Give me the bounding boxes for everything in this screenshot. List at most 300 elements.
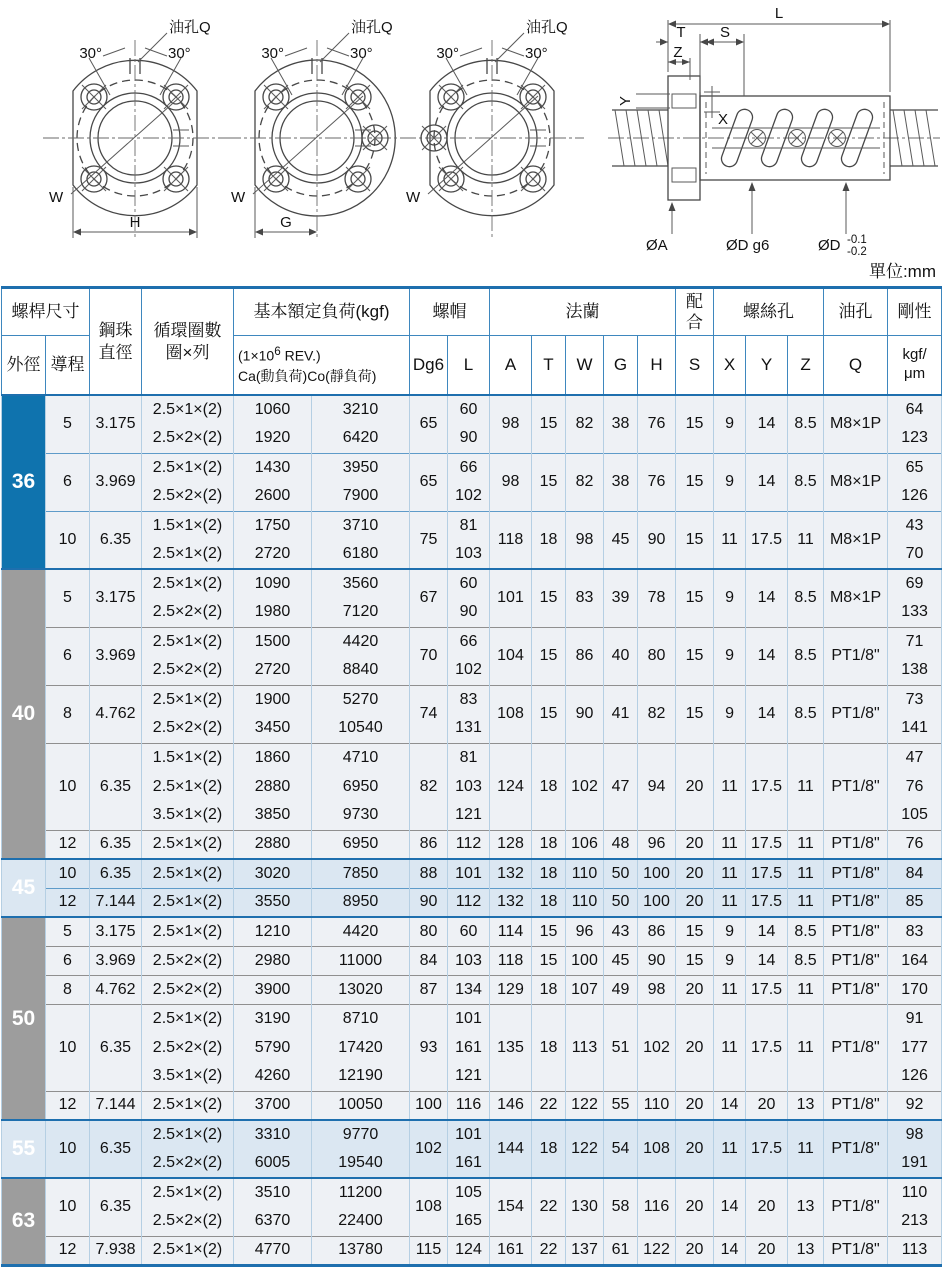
dynamic-load-cell: 4770 <box>234 1236 312 1265</box>
static-load-cell: 9770 <box>312 1120 410 1149</box>
header-t: T <box>532 336 566 396</box>
lead-cell: 10 <box>46 1004 90 1091</box>
dynamic-load-cell: 1980 <box>234 598 312 627</box>
header-screw-size: 螺桿尺寸 <box>2 288 90 336</box>
oil-hole-q-cell: PT1/8" <box>824 859 888 888</box>
fit-s-cell: 20 <box>676 975 714 1004</box>
oil-hole-q-cell: M8×1P <box>824 453 888 511</box>
static-load-cell: 4710 <box>312 743 410 772</box>
nut-length-cell: 81 <box>448 511 490 540</box>
rigidity-cell: 76 <box>888 772 942 801</box>
circuits-cell: 2.5×2×(2) <box>142 424 234 453</box>
oil-hole-q-cell: PT1/8" <box>824 975 888 1004</box>
flange-t-cell: 15 <box>532 917 566 946</box>
flange-g-cell: 51 <box>604 1004 638 1091</box>
flange-t-cell: 18 <box>532 859 566 888</box>
outer-diameter-cell: 45 <box>2 859 46 917</box>
fit-s-cell: 15 <box>676 685 714 743</box>
ball-diameter-cell: 3.175 <box>90 917 142 946</box>
header-z: Z <box>788 336 824 396</box>
hole-y-cell: 14 <box>746 627 788 685</box>
rigidity-cell: 98 <box>888 1120 942 1149</box>
spec-row <box>2 569 942 598</box>
hole-z-cell: 11 <box>788 859 824 888</box>
flange-g-cell: 54 <box>604 1120 638 1178</box>
dynamic-load-cell: 3190 <box>234 1004 312 1033</box>
rigidity-cell: 43 <box>888 511 942 540</box>
hole-z-cell: 11 <box>788 1004 824 1091</box>
dynamic-load-cell: 3700 <box>234 1091 312 1120</box>
w-label: W <box>406 189 421 206</box>
unit-label: 單位:mm <box>868 262 936 281</box>
flange-g-cell: 43 <box>604 917 638 946</box>
flange-t-cell: 18 <box>532 743 566 830</box>
flange-t-cell: 18 <box>532 1004 566 1091</box>
rigidity-cell: 85 <box>888 888 942 917</box>
spec-row <box>2 888 942 917</box>
fit-s-cell: 20 <box>676 1091 714 1120</box>
hole-y-cell: 17.5 <box>746 859 788 888</box>
oil-hole-leader <box>320 33 349 62</box>
nut-length-cell: 131 <box>448 714 490 743</box>
spec-row <box>2 917 942 946</box>
rigidity-cell: 170 <box>888 975 942 1004</box>
flange-w-cell: 106 <box>566 830 604 859</box>
flange-t-cell: 15 <box>532 453 566 511</box>
hole-x-cell: 9 <box>714 685 746 743</box>
spec-row <box>2 627 942 656</box>
dia-d-label: ØD <box>818 237 841 254</box>
header-rigidity-unit <box>888 336 942 396</box>
flange-w-cell: 130 <box>566 1178 604 1236</box>
oil-hole-q-cell: PT1/8" <box>824 830 888 859</box>
flange-g-cell: 50 <box>604 888 638 917</box>
dim-x-label: X <box>718 111 729 128</box>
dim-y-label: Y <box>617 95 634 106</box>
flange-a-cell: 104 <box>490 627 532 685</box>
nut-length-cell: 103 <box>448 772 490 801</box>
w-label: W <box>49 189 64 206</box>
oil-hole-q-cell: PT1/8" <box>824 1178 888 1236</box>
flange-t-cell: 18 <box>532 511 566 569</box>
flange-w-cell: 110 <box>566 888 604 917</box>
nut-length-cell: 121 <box>448 801 490 830</box>
header-circuits-line2: 圈×列 <box>165 342 210 362</box>
dynamic-load-cell: 1750 <box>234 511 312 540</box>
static-load-cell: 3560 <box>312 569 410 598</box>
hole-x-cell: 14 <box>714 1091 746 1120</box>
oil-hole-q-cell: PT1/8" <box>824 1236 888 1265</box>
dim-label: G <box>280 214 292 231</box>
flange-t-cell: 22 <box>532 1178 566 1236</box>
spec-row <box>2 830 942 859</box>
flange-g-cell: 55 <box>604 1091 638 1120</box>
dynamic-load-cell: 6005 <box>234 1149 312 1178</box>
drawings-svg <box>0 0 942 260</box>
dg6-cell: 88 <box>410 859 448 888</box>
static-load-cell: 3710 <box>312 511 410 540</box>
flange-h-cell: 122 <box>638 1236 676 1265</box>
flange-a-cell: 118 <box>490 946 532 975</box>
hole-y-cell: 14 <box>746 453 788 511</box>
rigidity-cell: 65 <box>888 453 942 482</box>
header-dg6: Dg6 <box>410 336 448 396</box>
flange-g-cell: 39 <box>604 569 638 627</box>
angle-right-label: 30° <box>350 45 373 62</box>
circuits-cell: 2.5×2×(2) <box>142 1207 234 1236</box>
circuits-cell: 2.5×2×(2) <box>142 975 234 1004</box>
hole-y-cell: 14 <box>746 946 788 975</box>
flange-g-cell: 48 <box>604 830 638 859</box>
flange-a-cell: 98 <box>490 453 532 511</box>
nut-length-cell: 121 <box>448 1062 490 1091</box>
flange-h-cell: 98 <box>638 975 676 1004</box>
dg6-cell: 67 <box>410 569 448 627</box>
hole-x-cell: 11 <box>714 888 746 917</box>
oil-hole-q-cell: M8×1P <box>824 395 888 453</box>
hole-z-cell: 8.5 <box>788 917 824 946</box>
rigidity-cell: 84 <box>888 859 942 888</box>
flange-front-view-3 <box>400 18 584 238</box>
hole-x-cell: 11 <box>714 859 746 888</box>
w-leader <box>71 96 181 194</box>
hole-x-cell: 11 <box>714 511 746 569</box>
dg6-cell: 74 <box>410 685 448 743</box>
static-load-cell: 22400 <box>312 1207 410 1236</box>
header-basic-load: 基本額定負荷(kgf) <box>234 288 410 336</box>
hole-z-cell: 11 <box>788 888 824 917</box>
circuits-cell: 2.5×2×(2) <box>142 1033 234 1062</box>
flange-a-cell: 128 <box>490 830 532 859</box>
nut-length-cell: 165 <box>448 1207 490 1236</box>
dynamic-load-cell: 1090 <box>234 569 312 598</box>
nut-length-cell: 60 <box>448 917 490 946</box>
dg6-cell: 93 <box>410 1004 448 1091</box>
flange-a-cell: 161 <box>490 1236 532 1265</box>
dg6-cell: 75 <box>410 511 448 569</box>
static-load-cell: 13020 <box>312 975 410 1004</box>
rigidity-cell: 141 <box>888 714 942 743</box>
dim-label: H <box>129 214 141 231</box>
ball-diameter-cell: 4.762 <box>90 685 142 743</box>
static-load-cell: 10050 <box>312 1091 410 1120</box>
static-load-cell: 6950 <box>312 772 410 801</box>
oil-hole-leader <box>495 33 524 62</box>
nut-length-cell: 101 <box>448 859 490 888</box>
flange-g-cell: 38 <box>604 395 638 453</box>
circuits-cell: 3.5×1×(2) <box>142 1062 234 1091</box>
static-load-cell: 11200 <box>312 1178 410 1207</box>
fit-s-cell: 20 <box>676 1004 714 1091</box>
fit-s-cell: 15 <box>676 946 714 975</box>
static-load-cell: 8840 <box>312 656 410 685</box>
oil-hole-q-cell: PT1/8" <box>824 685 888 743</box>
hole-y-cell: 17.5 <box>746 743 788 830</box>
flange-h-cell: 100 <box>638 888 676 917</box>
lead-cell: 10 <box>46 859 90 888</box>
hole-z-cell: 8.5 <box>788 569 824 627</box>
circuits-cell: 2.5×1×(2) <box>142 830 234 859</box>
fit-s-cell: 15 <box>676 569 714 627</box>
static-load-cell: 3950 <box>312 453 410 482</box>
fit-s-cell: 20 <box>676 1120 714 1178</box>
dynamic-load-cell: 1430 <box>234 453 312 482</box>
dynamic-load-cell: 3310 <box>234 1120 312 1149</box>
flange-w-cell: 82 <box>566 395 604 453</box>
nut-length-cell: 60 <box>448 569 490 598</box>
ball-diameter-cell: 4.762 <box>90 975 142 1004</box>
flange-t-cell: 15 <box>532 946 566 975</box>
ball-diameter-cell: 6.35 <box>90 859 142 888</box>
hole-y-cell: 20 <box>746 1178 788 1236</box>
dg6-cell: 102 <box>410 1120 448 1178</box>
flange-a-cell: 129 <box>490 975 532 1004</box>
flange-g-cell: 50 <box>604 859 638 888</box>
rigidity-cell: 213 <box>888 1207 942 1236</box>
nut-length-cell: 81 <box>448 743 490 772</box>
header-fit-line1: 配 <box>686 291 704 311</box>
circuits-cell: 2.5×2×(2) <box>142 1149 234 1178</box>
hole-y-cell: 17.5 <box>746 1004 788 1091</box>
static-load-cell: 9730 <box>312 801 410 830</box>
nut-length-cell: 161 <box>448 1149 490 1178</box>
ball-diameter-cell: 6.35 <box>90 1178 142 1236</box>
flange-h-cell: 108 <box>638 1120 676 1178</box>
static-load-cell: 7850 <box>312 859 410 888</box>
angle-right-label: 30° <box>525 45 548 62</box>
flange-t-cell: 22 <box>532 1091 566 1120</box>
flange-a-cell: 101 <box>490 569 532 627</box>
dg6-cell: 86 <box>410 830 448 859</box>
flange-t-cell: 15 <box>532 627 566 685</box>
hole-x-cell: 11 <box>714 975 746 1004</box>
spec-row <box>2 685 942 714</box>
header-g: G <box>604 336 638 396</box>
rigidity-cell: 164 <box>888 946 942 975</box>
flange-w-cell: 98 <box>566 511 604 569</box>
technical-drawings <box>0 0 942 260</box>
fit-s-cell: 20 <box>676 830 714 859</box>
angle-left-label: 30° <box>79 45 102 62</box>
header-fit-line2: 合 <box>686 313 704 332</box>
static-load-cell: 6950 <box>312 830 410 859</box>
nut-length-cell: 103 <box>448 946 490 975</box>
fit-s-cell: 15 <box>676 917 714 946</box>
header-ball-dia-line1: 鋼珠 <box>98 321 133 341</box>
nut-length-cell: 60 <box>448 395 490 424</box>
ball-diameter-cell: 7.938 <box>90 1236 142 1265</box>
lead-cell: 10 <box>46 511 90 569</box>
hole-y-cell: 20 <box>746 1091 788 1120</box>
circuits-cell: 3.5×1×(2) <box>142 801 234 830</box>
oil-hole-label: 油孔Q <box>526 19 568 36</box>
fit-s-cell: 15 <box>676 511 714 569</box>
w-leader <box>253 96 363 194</box>
dg6-cell: 84 <box>410 946 448 975</box>
lead-cell: 12 <box>46 1236 90 1265</box>
circuits-cell: 2.5×1×(2) <box>142 395 234 424</box>
circuits-cell: 2.5×1×(2) <box>142 1236 234 1265</box>
flange-w-cell: 100 <box>566 946 604 975</box>
flange-w-cell: 90 <box>566 685 604 743</box>
lead-cell: 5 <box>46 569 90 627</box>
static-load-cell: 3210 <box>312 395 410 424</box>
dynamic-load-cell: 1900 <box>234 685 312 714</box>
dynamic-load-cell: 2880 <box>234 830 312 859</box>
rigidity-cell: 105 <box>888 801 942 830</box>
tolerance-lower-label: -0.2 <box>847 246 867 258</box>
flange-a-cell: 135 <box>490 1004 532 1091</box>
ball-diameter-cell: 3.175 <box>90 569 142 627</box>
dynamic-load-cell: 4260 <box>234 1062 312 1091</box>
static-load-cell: 11000 <box>312 946 410 975</box>
hole-x-cell: 9 <box>714 917 746 946</box>
tolerance-upper-label: -0.1 <box>847 234 867 246</box>
rigidity-cell: 123 <box>888 424 942 453</box>
rigidity-cell: 113 <box>888 1236 942 1265</box>
spec-row <box>2 511 942 540</box>
dg6-cell: 115 <box>410 1236 448 1265</box>
static-load-cell: 8950 <box>312 888 410 917</box>
header-w: W <box>566 336 604 396</box>
hole-y-cell: 17.5 <box>746 1120 788 1178</box>
nut-length-cell: 103 <box>448 540 490 569</box>
hole-y-cell: 17.5 <box>746 511 788 569</box>
circuits-cell: 2.5×1×(2) <box>142 685 234 714</box>
fit-s-cell: 20 <box>676 1178 714 1236</box>
header-a: A <box>490 336 532 396</box>
hole-x-cell: 14 <box>714 1236 746 1265</box>
dynamic-load-cell: 1920 <box>234 424 312 453</box>
static-load-cell: 8710 <box>312 1004 410 1033</box>
flange-h-cell: 90 <box>638 511 676 569</box>
dynamic-load-cell: 1210 <box>234 917 312 946</box>
lead-cell: 12 <box>46 1091 90 1120</box>
ball-diameter-cell: 6.35 <box>90 743 142 830</box>
hole-x-cell: 9 <box>714 946 746 975</box>
flange-h-cell: 78 <box>638 569 676 627</box>
lead-cell: 8 <box>46 975 90 1004</box>
circuits-cell: 2.5×1×(2) <box>142 540 234 569</box>
circuits-cell: 1.5×1×(2) <box>142 511 234 540</box>
flange-g-cell: 38 <box>604 453 638 511</box>
flange-w-cell: 96 <box>566 917 604 946</box>
flange-w-cell: 83 <box>566 569 604 627</box>
flange-w-cell: 107 <box>566 975 604 1004</box>
rigidity-cell: 110 <box>888 1178 942 1207</box>
nut-length-cell: 101 <box>448 1120 490 1149</box>
header-y: Y <box>746 336 788 396</box>
header-x: X <box>714 336 746 396</box>
oil-hole-q-cell: M8×1P <box>824 511 888 569</box>
flange-a-cell: 154 <box>490 1178 532 1236</box>
dynamic-load-cell: 3850 <box>234 801 312 830</box>
oil-hole-q-cell: PT1/8" <box>824 743 888 830</box>
header-oil-hole: 油孔 <box>824 288 888 336</box>
rigidity-cell: 133 <box>888 598 942 627</box>
dynamic-load-cell: 2880 <box>234 772 312 801</box>
fit-s-cell: 20 <box>676 888 714 917</box>
flange-h-cell: 82 <box>638 685 676 743</box>
bore-inner <box>455 101 529 175</box>
nut-length-cell: 83 <box>448 685 490 714</box>
nut-length-cell: 161 <box>448 1033 490 1062</box>
flange-g-cell: 58 <box>604 1178 638 1236</box>
dg6-cell: 70 <box>410 627 448 685</box>
flange-w-cell: 122 <box>566 1091 604 1120</box>
dynamic-load-cell: 3020 <box>234 859 312 888</box>
flange-w-cell: 110 <box>566 859 604 888</box>
flange-a-cell: 98 <box>490 395 532 453</box>
circuits-cell: 2.5×1×(2) <box>142 627 234 656</box>
rigidity-cell: 126 <box>888 1062 942 1091</box>
flange-h-cell: 102 <box>638 1004 676 1091</box>
flange-h-cell: 80 <box>638 627 676 685</box>
flange-h-cell: 86 <box>638 917 676 946</box>
rigidity-cell: 47 <box>888 743 942 772</box>
fit-s-cell: 20 <box>676 1236 714 1265</box>
hole-z-cell: 13 <box>788 1236 824 1265</box>
header-rigidity-unit-line2: μm <box>903 365 926 382</box>
fit-s-cell: 15 <box>676 453 714 511</box>
circuits-cell: 2.5×1×(2) <box>142 888 234 917</box>
spec-row <box>2 1120 942 1149</box>
circuits-cell: 2.5×1×(2) <box>142 772 234 801</box>
outer-diameter-cell: 55 <box>2 1120 46 1178</box>
lead-cell: 12 <box>46 888 90 917</box>
lead-cell: 8 <box>46 685 90 743</box>
rigidity-cell: 71 <box>888 627 942 656</box>
flange-g-cell: 45 <box>604 511 638 569</box>
circuits-cell: 2.5×1×(2) <box>142 1120 234 1149</box>
hole-x-cell: 9 <box>714 395 746 453</box>
rigidity-cell: 191 <box>888 1149 942 1178</box>
unit-note <box>0 260 942 286</box>
hole-y-cell: 17.5 <box>746 888 788 917</box>
static-load-cell: 19540 <box>312 1149 410 1178</box>
hole-x-cell: 9 <box>714 569 746 627</box>
nut-length-cell: 101 <box>448 1004 490 1033</box>
header-q: Q <box>824 336 888 396</box>
hole-z-cell: 8.5 <box>788 946 824 975</box>
header-fit <box>676 288 714 336</box>
oil-hole-q-cell: PT1/8" <box>824 627 888 685</box>
dynamic-load-cell: 1060 <box>234 395 312 424</box>
rigidity-cell: 177 <box>888 1033 942 1062</box>
flange-h-cell: 100 <box>638 859 676 888</box>
hole-x-cell: 11 <box>714 830 746 859</box>
header-ball-diameter <box>90 288 142 396</box>
hole-y-cell: 17.5 <box>746 975 788 1004</box>
oil-hole-q-cell: PT1/8" <box>824 917 888 946</box>
fit-s-cell: 15 <box>676 627 714 685</box>
header-s: S <box>676 336 714 396</box>
outer-diameter-cell: 50 <box>2 917 46 1120</box>
nut-length-cell: 102 <box>448 482 490 511</box>
circuits-cell: 2.5×2×(2) <box>142 598 234 627</box>
static-load-cell: 4420 <box>312 627 410 656</box>
outer-diameter-cell: 36 <box>2 395 46 569</box>
oil-hole-q-cell: PT1/8" <box>824 888 888 917</box>
hole-y-cell: 14 <box>746 569 788 627</box>
flange-w-cell: 82 <box>566 453 604 511</box>
flange-t-cell: 18 <box>532 1120 566 1178</box>
flange-h-cell: 96 <box>638 830 676 859</box>
flange-a-cell: 108 <box>490 685 532 743</box>
ball-diameter-cell: 6.35 <box>90 830 142 859</box>
circuits-cell: 2.5×2×(2) <box>142 714 234 743</box>
lead-cell: 6 <box>46 453 90 511</box>
